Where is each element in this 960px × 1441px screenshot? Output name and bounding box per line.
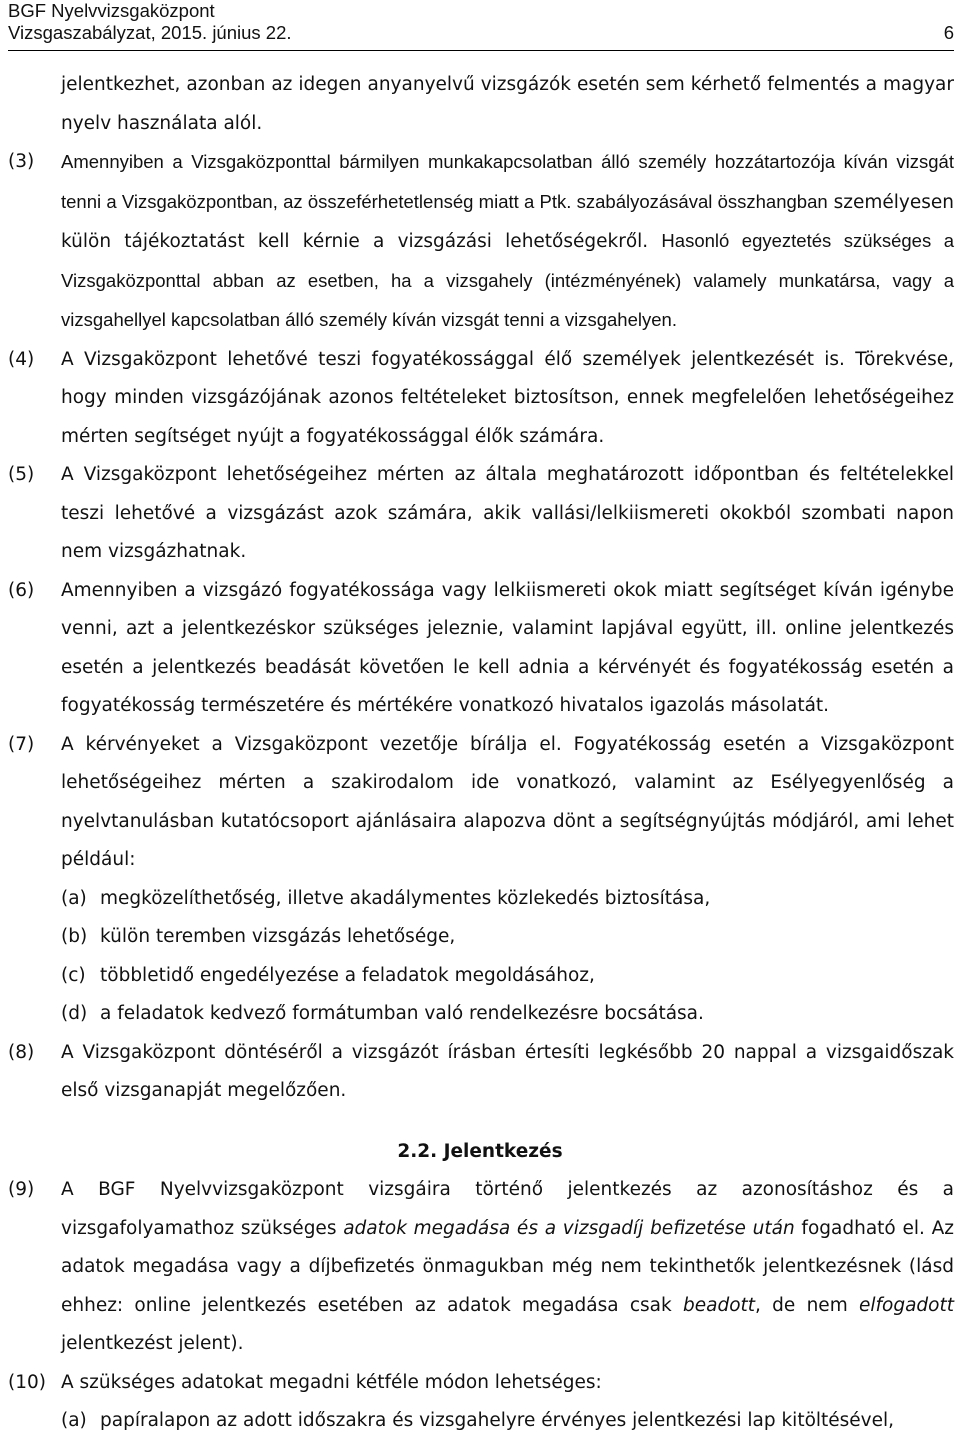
paragraph-text: A szükséges adatokat megadni kétféle módon lehetséges: xyxy=(61,1371,602,1393)
document-body xyxy=(0,66,960,1441)
list-item xyxy=(61,1402,954,1441)
paragraph-number: (10) xyxy=(8,1371,46,1393)
text-segment: fogadható el. Az adatok megadása vagy a díjbefizetés önmagukban még nem tekinthetők jelentkezésnek (lásd ehhez: online jelentkezés esetében az adatok megadása csak xyxy=(61,1217,954,1316)
paragraph-text xyxy=(61,143,954,341)
paragraph-text: A kérvényeket a Vizsgaközpont vezetője bírálja el. Fogyatékosság esetén a Vizsgaközpont lehetőségeihez mérten a szakirodalom ide vonatkozó, valamint az Esélyegyenlőség a nyelvtanulásban kutatócsoport ajánlásaira alapozva dönt a segítségnyújtás módjáról, ami lehet például: xyxy=(61,733,954,870)
header-rule xyxy=(8,50,954,51)
emphasis-text: elfogadott xyxy=(858,1294,954,1316)
paragraph-text: A Vizsgaközpont lehetőségeihez mérten az általa meghatározott időpontban és feltételekkel teszi lehetővé a vizsgázást azok számára, akik vallási/lelkiismereti okokból szombati napon nem vizsgázhatnak. xyxy=(61,464,954,562)
paragraph-3 xyxy=(0,143,960,341)
paragraph-number: (8) xyxy=(8,1041,35,1063)
paragraph-7 xyxy=(0,726,960,880)
paragraph-number: (6) xyxy=(8,579,35,601)
paragraph-4 xyxy=(0,341,960,457)
list-item-text: megközelíthetőség, illetve akadálymentes közlekedés biztosítása, xyxy=(100,887,711,909)
list-item-text: a feladatok kedvező formátumban való rendelkezésre bocsátása. xyxy=(100,1003,704,1024)
list-item xyxy=(61,995,954,1034)
paragraph-text: Amennyiben a vizsgázó fogyatékossága vagy lelkiismereti okok miatt segítséget kíván igénybe venni, azt a jelentkezéskor szükséges jeleznie, valamint lapjával együtt, ill. online jelentkezés esetén a jelentkezés beadását követően le kell adnia a kérvényét és fogyatékosság esetén a fogyatékosság természetére és mértékére vonatkozó hivatalos igazolás másolatát. xyxy=(61,579,954,716)
paragraph-10 xyxy=(0,1364,960,1403)
header-org: BGF Nyelvvizsgaközpont xyxy=(8,0,215,21)
continued-paragraph xyxy=(0,66,960,143)
page-number: 6 xyxy=(943,22,954,43)
emphasis-text: adatok megadása és a vizsgadíj befizetése után xyxy=(343,1217,795,1239)
paragraph-text: A Vizsgaközpont lehetővé teszi fogyatékossággal élő személyek jelentkezését is. Törekvése, hogy minden vizsgázójának azonos feltételeket biztosítson, ennek megfelelően lehetőségeihez mérten segítséget nyújt a fogyatékossággal élők számára. xyxy=(61,348,954,447)
paragraph-5 xyxy=(0,456,960,572)
list-item-label: (d) xyxy=(61,1003,88,1024)
text-segment: , de nem xyxy=(755,1294,859,1316)
list-item xyxy=(61,918,954,957)
paragraph-number: (4) xyxy=(8,348,35,370)
text-segment: jelentkezést jelent). xyxy=(61,1333,244,1354)
paragraph-9 xyxy=(0,1171,960,1364)
list-item-text: többletidő engedélyezése a feladatok megoldásához, xyxy=(100,964,595,986)
text-segment: Hasonló egyeztetés szükséges a Vizsgaközponttal abban az esetben, ha a vizsgahely (intézményének) valamely munkatársa, vagy a vizsgahellyel kapcsolatban álló személy kíván vizsgát tenni a vizsgahelyen. xyxy=(61,230,954,330)
paragraph-text xyxy=(61,1171,954,1364)
paragraph-number: (7) xyxy=(8,733,35,755)
list-item-label: (c) xyxy=(61,964,86,986)
paragraph-6 xyxy=(0,572,960,726)
text-segment: Amennyiben a Vizsgaközponttal bármilyen munkakapcsolatban álló személy hozzátartozója kíván vizsgát tenni a Vizsgaközpontban, az összeférhetetlenség miatt a Ptk. szabályozásával összhangban xyxy=(61,151,954,212)
paragraph-text: jelentkezhet, azonban az idegen anyanyelvű vizsgázók esetén sem kérhető felmentés a magyar nyelv használata alól. xyxy=(61,74,954,134)
list-item-text: külön teremben vizsgázás lehetősége, xyxy=(100,926,456,947)
emphasis-text: beadott xyxy=(683,1294,756,1316)
section-heading: 2.2. Jelentkezés xyxy=(397,1140,563,1162)
paragraph-number: (9) xyxy=(8,1179,35,1200)
text-segment: A BGF Nyelvvizsgaközpont vizsgáira történő jelentkezés az azonosításhoz és a vizsgafolyamathoz szükséges xyxy=(61,1179,954,1239)
header-document: Vizsgaszabályzat, 2015. június 22. xyxy=(8,22,292,43)
list-item-text: papíralapon az adott időszakra és vizsgahelyre érvényes jelentkezési lap kitöltésével, xyxy=(100,1410,895,1431)
list-item-label: (a) xyxy=(61,1410,87,1431)
list-item-label: (a) xyxy=(61,887,87,909)
paragraph-text: A Vizsgaközpont döntéséről a vizsgázót írásban értesíti legkésőbb 20 nappal a vizsgaidőszak első vizsganapját megelőzően. xyxy=(61,1041,954,1101)
paragraph-number: (5) xyxy=(8,464,35,485)
page-header xyxy=(8,0,954,44)
list-item xyxy=(61,957,954,996)
paragraph-number: (3) xyxy=(8,151,35,172)
list-item-label: (b) xyxy=(61,926,88,947)
list-item xyxy=(61,880,954,919)
text-segment: személyesen külön tájékoztatást kell kérnie a vizsgázási lehetőségekről. xyxy=(61,191,954,252)
paragraph-8 xyxy=(0,1034,960,1111)
